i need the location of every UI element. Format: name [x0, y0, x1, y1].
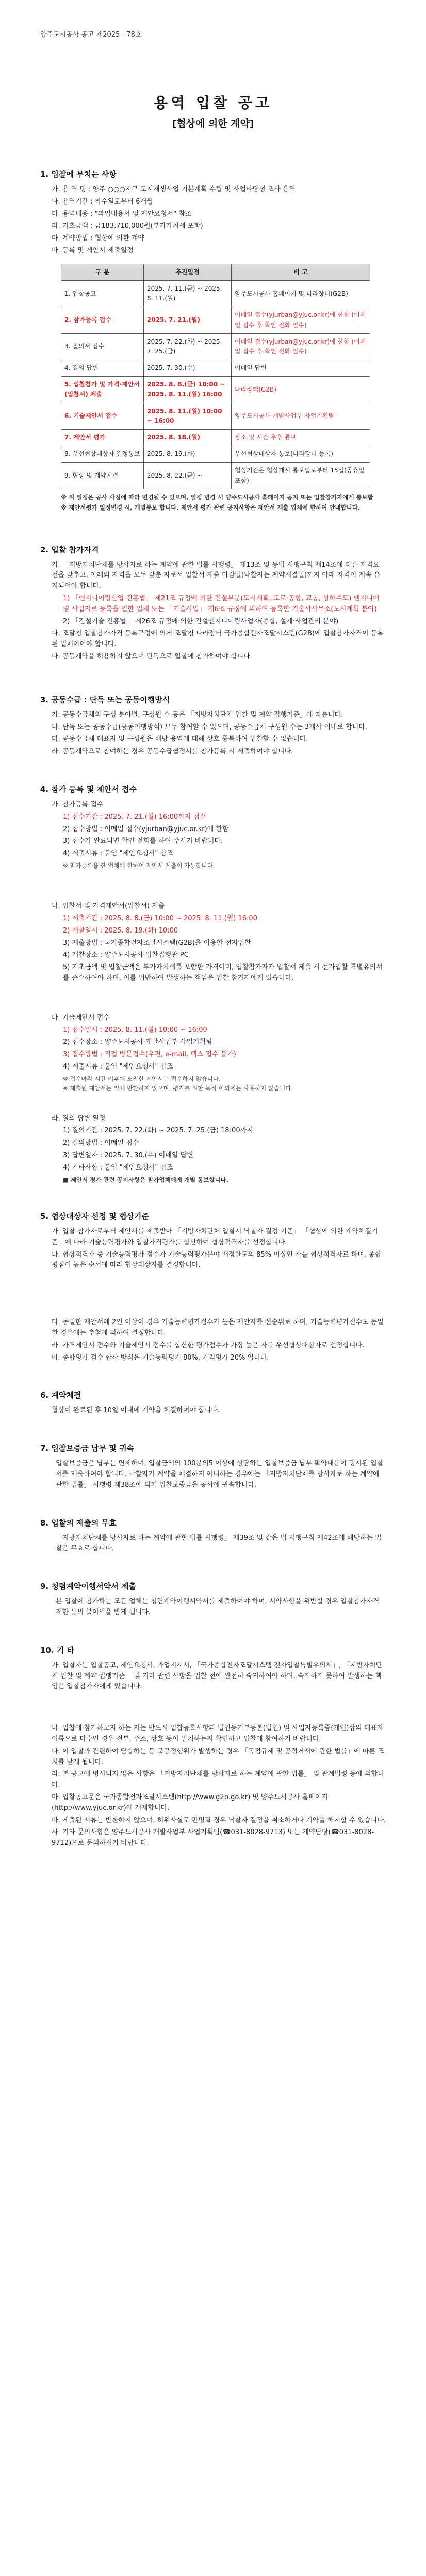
page-subtitle: [협상에 의한 계약] — [172, 118, 254, 129]
s4-line-23: 4) 기타사항 : 붙임 "제안요청서" 참조 — [63, 1163, 173, 1172]
s2-line-3: 나. 조달청 입찰참가자격 등록규정에 의거 조달청 나라장터 국가종합전자조달시스템(G2B)에 입찰참가자격이 등록된 업체이어야 합니다. — [52, 630, 384, 649]
schedule-header-category: 구 분 — [61, 264, 144, 280]
row-remark: 나라장터(G2B) — [232, 377, 370, 403]
schedule-note-1: ※ 위 일정은 공사 사정에 따라 변경될 수 있으며, 일정 변경 시 양주도시공사 홈페이지 공지 또는 입찰참가자에게 통보함 — [61, 493, 373, 501]
row-category: 9. 협상 및 계약체결 — [61, 463, 144, 489]
table-row — [61, 360, 370, 377]
table-row — [61, 403, 370, 429]
row-date: 2025. 7. 30.(수) — [144, 360, 232, 377]
section-2-title: 2. 입찰 참가자격 — [40, 545, 99, 554]
row-category: 1. 입찰공고 — [61, 280, 144, 307]
s4-line-22: 3) 답변일자 : 2025. 7. 30.(수) 이메일 답변 — [63, 1151, 193, 1160]
row-remark: 이메일 접수(yjurban@yjuc.or.kr)에 한함 (이메일 접수 후 확인 전화 필수) — [232, 333, 370, 360]
row-date: 2025. 8. 11.(월) 10:00 ~ 16:00 — [144, 403, 232, 429]
s4-note-3: ■ 제안서 평가 관련 공지사항은 참가업체에게 개별 통보합니다. — [63, 1176, 228, 1183]
s10-line-5: 바. 제출된 서류는 반환하지 않으며, 허위사실로 판명될 경우 낙찰자 결정을 취소하거나 계약을 해지할 수 있습니다. — [52, 1816, 386, 1824]
s4-line-19: 라. 질의 답변 일정 — [52, 1114, 106, 1123]
table-row — [61, 333, 370, 360]
s4-line-6: 나. 입찰서 및 가격제안서(입찰서) 제출 — [52, 902, 165, 910]
s4-line-2: 2) 접수방법 : 이메일 접수(yjurban@yjuc.or.kr)에 한함 — [63, 825, 229, 833]
row-remark: 양주도시공사 홈페이지 및 나라장터(G2B) — [232, 280, 370, 307]
table-row — [61, 430, 370, 446]
s4-line-13: 1) 접수일시 : 2025. 8. 11.(월) 10:00 ~ 16:00 — [63, 1026, 207, 1034]
notice-number: 양주도시공사 공고 제2025 - 78호 — [40, 31, 142, 39]
row-remark: 장소 및 시간 추후 통보 — [232, 430, 370, 446]
s5-line-4: 마. 종합평가 점수 합산 방식은 기술능력평가 80%, 가격평가 20% 입니다. — [52, 1353, 269, 1362]
s4-line-0: 가. 참가등록 접수 — [52, 800, 104, 808]
s5-line-1: 나. 협상적격자 중 기술능력평가 점수가 기술능력평가분야 배점한도의 85% 이상인 자를 협상적격자로 하며, 종합평점이 높은 순서에 따라 협상대상자를 결정합니다. — [52, 1250, 382, 1269]
page-title: 용역 입찰 공고 — [154, 94, 272, 111]
section-7-title: 7. 입찰보증금 납부 및 귀속 — [40, 1444, 134, 1453]
s3-line-1: 나. 단독 또는 공동수급(공동이행방식) 모두 참여할 수 있으며, 공동수급체 구성원 수는 3개사 이내로 합니다. — [52, 723, 367, 731]
s10-line-3: 라. 본 공고에 명시되지 않은 사항은 「지방자치단체를 당사자로 하는 계약에 관한 법률」 및 관계법령 등에 의합니다. — [52, 1770, 384, 1789]
s10-line-2: 다. 이 입찰과 관련하여 담합하는 등 불공정행위가 발생하는 경우 「독점규제 및 공정거래에 관한 법률」에 따른 조치를 받게 됩니다. — [52, 1747, 384, 1766]
s1-line-0: 가. 용 역 명 : 양주 ○○○지구 도시재생사업 기본계획 수립 및 사업타당성 조사 용역 — [52, 185, 296, 193]
row-remark: 우선협상대상자 통보(나라장터 등록) — [232, 446, 370, 463]
s4-line-4: 4) 제출서류 : 붙임 "제안요청서" 참조 — [63, 850, 173, 858]
s4-line-10: 4) 개찰장소 : 양주도시공사 입찰집행관 PC — [63, 951, 189, 959]
row-date: 2025. 8. 22.(금) ~ — [144, 463, 232, 489]
s1-line-1: 나. 용역기간 : 착수일로부터 6개월 — [52, 197, 153, 206]
s4-line-14: 2) 접수장소 : 양주도시공사 개발사업부 사업기획팀 — [63, 1038, 212, 1046]
table-row — [61, 463, 370, 489]
s2-line-0: 가. 「지방자치단체를 당사자로 하는 계약에 관한 법률 시행령」 제13조 및 동법 시행규칙 제14조에 따른 자격요건을 갖추고, 아래의 자격을 모두 갖춘 자로서 입찰서 제출 마감일(낙찰자는 계약체결일)까지 아래 자격이 계속 유지되어야 합니다. — [52, 561, 381, 590]
section-4-title: 4. 참가 등록 및 제안서 접수 — [40, 784, 137, 794]
schedule-header-remark: 비 고 — [232, 264, 370, 280]
s2-line-4: 다. 공동계약을 허용하지 않으며 단독으로 입찰에 참가하여야 합니다. — [52, 652, 252, 660]
section-10-title: 10. 기 타 — [40, 1645, 74, 1655]
table-row — [61, 446, 370, 463]
s4-line-11: 5) 기초금액 및 입찰금액은 부가가치세를 포함한 가격이며, 입찰참가자가 입찰서 제출 시 전자입찰 특별유의서를 준수하여야 하며, 이를 위반하여 발생하는 책임은 입찰 참가자에게 있습니다. — [63, 963, 383, 982]
s1-line-2: 다. 용역내용 : "과업내용서 및 제안요청서" 참조 — [52, 210, 192, 218]
row-remark: 양주도시공사 개발사업부 사업기획팀 — [232, 403, 370, 429]
s4-line-21: 2) 질의방법 : 이메일 접수 — [63, 1139, 139, 1147]
row-category: 7. 제안서 평가 — [61, 430, 144, 446]
s4-note-0: ※ 참가등록을 한 업체에 한하여 제안서 제출이 가능합니다. — [63, 861, 215, 869]
notice-body — [40, 155, 386, 1851]
s5-line-3: 라. 가격제안서 점수와 기술제안서 점수를 합산한 평가점수가 가장 높은 자를 우선협상대상자로 선정합니다. — [52, 1341, 365, 1349]
s4-line-12: 다. 기술제안서 접수 — [52, 1013, 110, 1022]
row-remark: 이메일 답변 — [232, 360, 370, 377]
s1-line-3: 라. 기초금액 : 금183,710,000원(부가가치세 포함) — [52, 222, 203, 230]
s8-line-0: 「지방자치단체를 당사자로 하는 계약에 관한 법률 시행령」 제39조 및 같은 법 시행규칙 제42조에 해당하는 입찰은 무효로 합니다. — [56, 1534, 382, 1553]
s10-line-4: 마. 입찰공고문은 국가종합전자조달시스템(http://www.g2b.go.kr) 및 양주도시공사 홈페이지(http://www.yjuc.or.kr)에 게재합니다. — [52, 1793, 328, 1812]
row-date: 2025. 8. 18.(월) — [144, 430, 232, 446]
s10-line-6: 사. 기타 문의사항은 양주도시공사 개발사업부 사업기획팀(☎031-8028-9713) 또는 계약담당(☎031-8028-9712)으로 문의하시기 바랍니다. — [52, 1828, 374, 1848]
s6-line-0: 협상이 완료된 후 10일 이내에 계약을 체결하여야 합니다. — [52, 1406, 220, 1415]
s5-line-2: 다. 동일한 제안서에 2인 이상이 경우 기술능력평가점수가 높은 제안자를 선순위로 하며, 기술능력평가점수도 동일한 경우에는 추첨에 의하여 결정합니다. — [52, 1318, 384, 1337]
s4-line-7: 1) 제출기간 : 2025. 8. 8.(금) 10:00 ~ 2025. 8. 11.(월) 16:00 — [63, 914, 257, 923]
schedule-note-2: ※ 제안서평가 일정변경 시, 개별통보 합니다. 제안서 평가 관련 공지사항은 제안서 제출 업체에 한하여 안내합니다. — [61, 504, 361, 512]
s4-line-8: 2) 개찰일시 : 2025. 8. 19.(화) 10:00 — [63, 926, 178, 935]
row-category: 2. 참가등록 접수 — [61, 307, 144, 333]
s3-line-3: 라. 공동계약으로 참여하는 경우 공동수급협정서를 참가등록 시 제출하여야 합니다. — [52, 748, 293, 756]
row-category: 6. 기술제안서 접수 — [61, 403, 144, 429]
table-row — [61, 377, 370, 403]
row-date: 2025. 7. 11.(금) ~ 2025. 8. 11.(월) — [144, 280, 232, 307]
s3-line-0: 가. 공동수급체의 구성 분야별, 구성원 수 등은 「지방자치단체 입찰 및 계약 집행기준」에 따릅니다. — [52, 710, 343, 719]
section-8-title: 8. 입찰의 제출의 무효 — [40, 1518, 117, 1528]
s5-line-0: 가. 입찰 참가자로부터 제안서를 제출받아 「지방자치단체 입찰시 낙찰자 결정 기준」 「협상에 의한 계약체결기준」에 따라 기술능력평가와 입찰가격평가를 합산하여 협상적격자를 선정합니다. — [52, 1228, 378, 1246]
section-5-title: 5. 협상대상자 선정 및 협상기준 — [40, 1212, 149, 1222]
s1-line-5: 바. 등록 및 제안서 제출일정 — [52, 246, 134, 255]
s4-line-16: 4) 제출서류 : 붙임 "제안요청서" 참조 — [63, 1063, 173, 1071]
row-date: 2025. 8. 19.(화) — [144, 446, 232, 463]
s4-line-9: 3) 제출방법 : 국가종합전자조달시스템(G2B)을 이용한 전자입찰 — [63, 939, 251, 947]
schedule-header-row — [61, 264, 370, 280]
section-6-title: 6. 계약체결 — [40, 1391, 81, 1400]
row-remark: 협상기간은 협상개시 통보일로부터 15일(공휴일포함) — [232, 463, 370, 489]
schedule-table — [61, 264, 370, 489]
s1-line-4: 마. 계약방법 : 협상에 의한 계약 — [52, 234, 144, 243]
s2-line-2: 2) 「건설기술 진흥법」 제26조 규정에 의한 건설엔지니어링사업자(종합, 설계·사업관리 분야) — [63, 617, 339, 625]
s4-note-2: ※ 제출된 제안서는 일체 반환하지 않으며, 평가를 위한 목적 이외에는 사용하지 않습니다. — [63, 1084, 293, 1092]
s10-line-0: 가. 입찰자는 입찰공고, 제안요청서, 과업지시서, 「국가종합전자조달시스템 전자입찰특별유의서」, 「지방자치단체 입찰 및 계약 집행기준」 및 기타 관련 사항을 입찰 전에 완전히 숙지하여야 하며, 숙지하지 못하여 발생하는 책임은 입찰참가자에게 있습니다. — [52, 1661, 383, 1691]
s4-line-1: 1) 접수기간 : 2025. 7. 21.(월) 16:00까지 접수 — [63, 812, 206, 821]
section-1-title: 1. 입찰에 부치는 사항 — [40, 170, 117, 179]
row-category: 4. 질의 답변 — [61, 360, 144, 377]
s2-line-1: 1) 「엔지니어링산업 진흥법」 제21조 규정에 의한 건설부문(도시계획, 도로·공항, 교통, 상하수도) 엔지니어링 사업자로 등록을 필한 업체 또는 「기술사법」 제6조 규정에 의하여 등록한 기술사사무소(도시계획 분야) — [63, 594, 380, 613]
row-category: 8. 우선협상대상자 결정통보 — [61, 446, 144, 463]
row-date: 2025. 8. 8.(금) 10:00 ~ 2025. 8. 11.(월) 16:00 — [144, 377, 232, 403]
s4-line-3: 3) 접수가 완료되면 확인 전화를 하여 주시기 바랍니다. — [63, 837, 223, 845]
table-row — [61, 307, 370, 333]
s4-line-15: 3) 접수방법 : 직접 방문접수(우편, e-mail, 팩스 접수 불가) — [63, 1050, 236, 1059]
row-date: 2025. 7. 22.(화) ~ 2025. 7. 25.(금) — [144, 333, 232, 360]
row-date: 2025. 7. 21.(월) — [144, 307, 232, 333]
section-3-title: 3. 공동수급 : 단독 또는 공동이행방식 — [40, 694, 170, 704]
schedule-header-date: 추진일정 — [144, 264, 232, 280]
s9-line-0: 본 입찰에 참가하는 모든 업체는 청렴계약이행서약서를 제출하여야 하며, 서약사항을 위반할 경우 입찰참가자격 제한 등의 불이익을 받게 됩니다. — [56, 1598, 380, 1616]
row-remark: 이메일 접수(yjurban@yjuc.or.kr)에 한함 (이메일 접수 후 확인 전화 필수) — [232, 307, 370, 333]
row-category: 5. 입찰참가 및 가격·제안서(입찰서) 제출 — [61, 377, 144, 403]
s4-note-1: ※ 접수마감 시간 이후에 도착한 제안서는 접수하지 않습니다. — [63, 1075, 221, 1082]
s10-line-1: 나. 입찰에 참가하고자 하는 자는 반드시 입찰등록사항과 법인등기부등본(법인) 및 사업자등록증(개인)상의 대표자이름으로 다수인 경우 전부, 주소, 상호 등이 일치하는지 확인하고 입찰에 참여하기 바랍니다. — [52, 1724, 384, 1743]
s3-line-2: 다. 공동수급체 대표자 및 구성원은 해당 용역에 대해 상호 중복하여 입찰할 수 없습니다. — [52, 735, 308, 743]
row-category: 3. 질의서 접수 — [61, 333, 144, 360]
s4-line-20: 1) 질의기간 : 2025. 7. 22.(화) ~ 2025. 7. 25.(금) 18:00까지 — [63, 1127, 253, 1135]
table-row — [61, 280, 370, 307]
s7-line-0: 입찰보증금은 납부는 면제하며, 입찰금액의 100분의5 이상에 상당하는 입찰보증금 납부 확약내용이 명시된 입찰서를 제출하여야 합니다. 낙찰자가 계약을 체결하지 아니하는 경우에는 「지방자치단체를 당사자로 하는 계약에 관한 법률」 시행령 제38조에 의거 입찰보증금을 공사에 귀속합니다. — [56, 1460, 384, 1489]
section-9-title: 9. 청렴계약이행서약서 제출 — [40, 1582, 136, 1591]
